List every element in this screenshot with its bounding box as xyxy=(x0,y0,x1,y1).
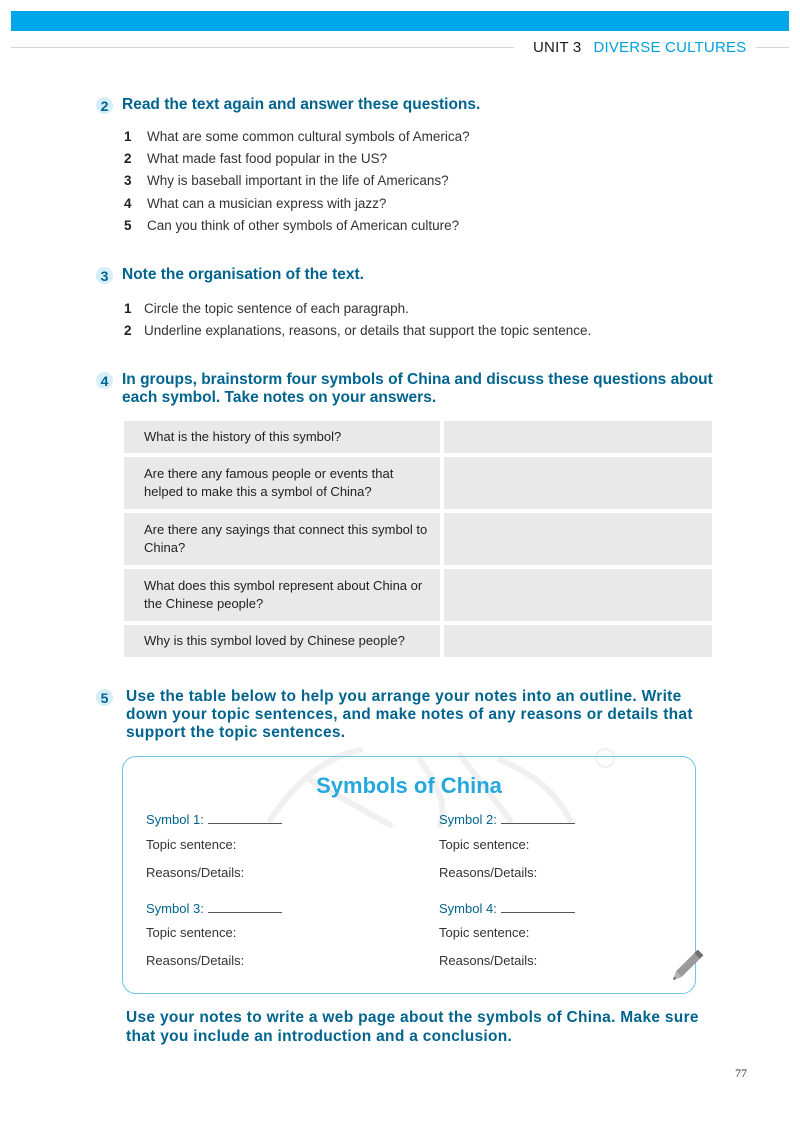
symbol-4-label xyxy=(439,901,575,916)
answer-blank xyxy=(501,813,575,824)
task-3-number: 3 xyxy=(96,267,113,284)
symbol-label-text: Symbol 3: xyxy=(146,901,204,916)
symbol-2-reasons: Reasons/Details: xyxy=(439,865,538,880)
table-row xyxy=(124,625,712,657)
question-text: What made fast food popular in the US? xyxy=(147,151,388,166)
symbol-3-reasons: Reasons/Details: xyxy=(146,953,245,968)
question-text: Can you think of other symbols of American culture? xyxy=(147,218,460,233)
header-rule-left xyxy=(11,47,514,48)
question-text: What can a musician express with jazz? xyxy=(147,196,387,211)
symbol-1-reasons: Reasons/Details: xyxy=(146,865,245,880)
task-4-title-line: In groups, brainstorm four symbols of China and discuss these questions about xyxy=(122,371,713,388)
table-question: What is the history of this symbol? xyxy=(124,421,440,453)
task-5-title-line: down your topic sentences, and make notes of any reasons or details that xyxy=(126,706,693,723)
table-row xyxy=(124,569,712,621)
question-number: 2 xyxy=(124,151,132,166)
task-5-number: 5 xyxy=(96,689,113,706)
symbol-2-label xyxy=(439,812,575,827)
table-row xyxy=(124,457,712,509)
task-5-title xyxy=(126,688,716,742)
task-3-item xyxy=(124,301,409,316)
writing-instruction-line: Use your notes to write a web page about the symbols of China. Make sure xyxy=(126,1009,699,1026)
task-5-title-line: Use the table below to help you arrange your notes into an outline. Write xyxy=(126,688,682,705)
symbol-3-topic: Topic sentence: xyxy=(146,925,237,940)
symbol-2-topic: Topic sentence: xyxy=(439,837,530,852)
unit-label: UNIT 3 xyxy=(533,39,582,56)
symbol-label-text: Symbol 1: xyxy=(146,812,204,827)
symbol-3-label xyxy=(146,901,282,916)
task-2-question xyxy=(124,173,449,188)
unit-title: DIVERSE CULTURES xyxy=(593,39,747,56)
question-text: What are some common cultural symbols of America? xyxy=(147,129,470,144)
outline-box xyxy=(122,756,696,994)
answer-blank xyxy=(208,813,282,824)
table-answer-cell xyxy=(444,457,712,509)
symbol-4-topic: Topic sentence: xyxy=(439,925,530,940)
writing-instruction xyxy=(126,1008,712,1046)
discussion-table xyxy=(124,421,712,661)
task-5-title-line: support the topic sentences. xyxy=(126,724,346,741)
table-question: Why is this symbol loved by Chinese people? xyxy=(124,625,440,657)
header-rule-right xyxy=(756,47,789,48)
symbol-1-label xyxy=(146,812,282,827)
table-row xyxy=(124,513,712,565)
symbol-label-text: Symbol 4: xyxy=(439,901,497,916)
page-number: 77 xyxy=(735,1066,747,1080)
task-4-title xyxy=(122,371,722,407)
item-number: 1 xyxy=(124,301,132,316)
outline-box-title: Symbols of China xyxy=(316,773,502,798)
question-number: 4 xyxy=(124,196,132,211)
task-2-question xyxy=(124,196,386,211)
table-answer-cell xyxy=(444,625,712,657)
task-2-title: Read the text again and answer these questions. xyxy=(122,96,481,113)
task-4-title-line: each symbol. Take notes on your answers. xyxy=(122,389,437,406)
table-question: Are there any famous people or events that helped to make this a symbol of China? xyxy=(124,457,440,509)
item-number: 2 xyxy=(124,323,132,338)
pencil-icon xyxy=(670,944,710,982)
task-2-question xyxy=(124,218,459,233)
item-text: Underline explanations, reasons, or details that support the topic sentence. xyxy=(144,323,592,338)
task-4-number: 4 xyxy=(96,372,113,389)
symbol-4-reasons: Reasons/Details: xyxy=(439,953,538,968)
table-answer-cell xyxy=(444,569,712,621)
table-question: What does this symbol represent about China or the Chinese people? xyxy=(124,569,440,621)
task-2-number: 2 xyxy=(96,97,113,114)
symbol-1-topic: Topic sentence: xyxy=(146,837,237,852)
question-number: 3 xyxy=(124,173,132,188)
task-3-item xyxy=(124,323,591,338)
task-2-question xyxy=(124,129,470,144)
answer-blank xyxy=(208,902,282,913)
writing-instruction-line: that you include an introduction and a conclusion. xyxy=(126,1028,513,1045)
table-answer-cell xyxy=(444,421,712,453)
question-number: 1 xyxy=(124,129,132,144)
task-3-title: Note the organisation of the text. xyxy=(122,266,364,283)
top-color-bar xyxy=(11,11,789,31)
question-text: Why is baseball important in the life of Americans? xyxy=(147,173,449,188)
item-text: Circle the topic sentence of each paragraph. xyxy=(144,301,409,316)
table-question: Are there any sayings that connect this symbol to China? xyxy=(124,513,440,565)
task-2-question xyxy=(124,151,387,166)
answer-blank xyxy=(501,902,575,913)
table-row xyxy=(124,421,712,453)
table-answer-cell xyxy=(444,513,712,565)
question-number: 5 xyxy=(124,218,132,233)
symbol-label-text: Symbol 2: xyxy=(439,812,497,827)
unit-header xyxy=(533,39,746,56)
